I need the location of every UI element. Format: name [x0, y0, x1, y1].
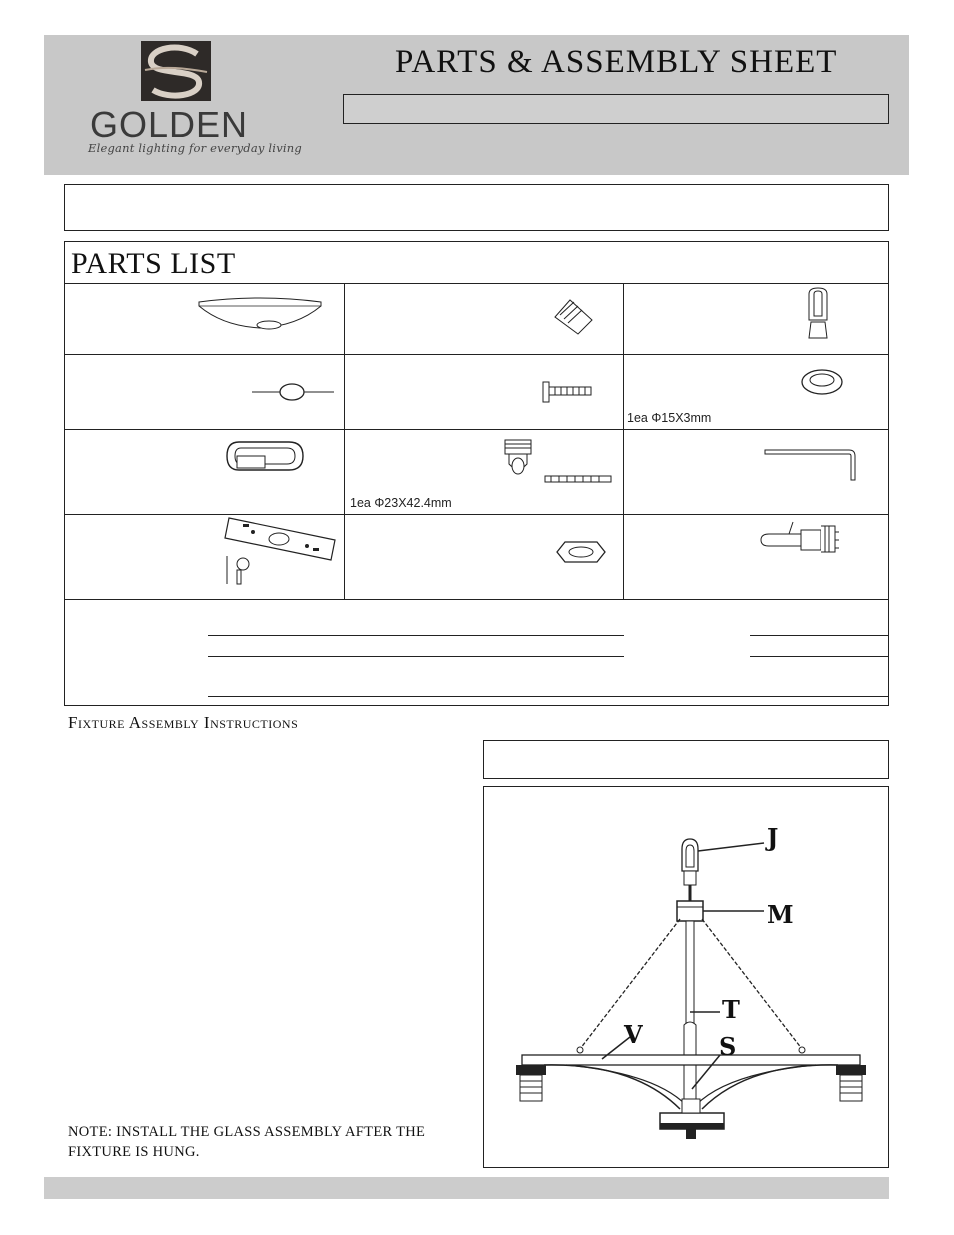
brand-wordmark: GOLDEN: [90, 104, 249, 145]
blank-line: [208, 696, 889, 697]
diagram-label-box: [483, 740, 889, 779]
sheet-title: PARTS & ASSEMBLY SHEET: [395, 44, 838, 80]
swivel-nipple-spec: 1ea Φ23X42.4mm: [350, 496, 452, 510]
swivel-and-nipple-icon: [499, 438, 613, 492]
canopy-icon: [197, 292, 323, 332]
table-column-divider: [623, 283, 624, 599]
lock-washer-icon: [799, 366, 845, 400]
blank-line: [208, 656, 624, 657]
wire-connector-icon: [759, 520, 869, 560]
callout-s: S: [719, 1032, 737, 1061]
assembly-diagram: [483, 786, 889, 1168]
description-box: [64, 184, 889, 231]
chandelier-diagram-icon: [484, 787, 888, 1167]
screw-icon: [539, 378, 595, 406]
table-divider: [65, 429, 888, 430]
callout-m: M: [767, 900, 794, 929]
brand-tagline: Elegant lighting for everyday living: [88, 141, 302, 155]
callout-t: T: [722, 995, 740, 1024]
footer-band: [44, 1177, 889, 1199]
blank-line: [208, 635, 624, 636]
parts-list-table: [64, 241, 889, 706]
table-divider: [65, 354, 888, 355]
model-field-box: [343, 94, 889, 124]
blank-line: [750, 635, 889, 636]
callout-j: J: [767, 823, 779, 852]
table-column-divider: [344, 283, 345, 599]
crossbar-icon: [223, 516, 343, 588]
quick-link-icon: [225, 438, 307, 478]
chain-link-icon: [250, 378, 336, 406]
callout-v: V: [624, 1020, 643, 1049]
hex-nut-icon: [553, 538, 609, 566]
hex-key-icon: [763, 446, 859, 482]
lock-washer-spec: 1ea Φ15X3mm: [627, 411, 712, 425]
parts-list-title: PARTS LIST: [71, 247, 236, 280]
table-divider: [65, 599, 888, 600]
table-divider: [65, 514, 888, 515]
blank-line: [750, 656, 889, 657]
installation-note: NOTE: INSTALL THE GLASS ASSEMBLY AFTER THE FIXTURE IS HUNG.: [68, 1124, 426, 1160]
loop-icon: [803, 286, 833, 342]
instructions-title: Fixture Assembly Instructions: [68, 713, 299, 732]
wire-nut-icon: [550, 292, 600, 337]
table-divider: [65, 283, 888, 284]
